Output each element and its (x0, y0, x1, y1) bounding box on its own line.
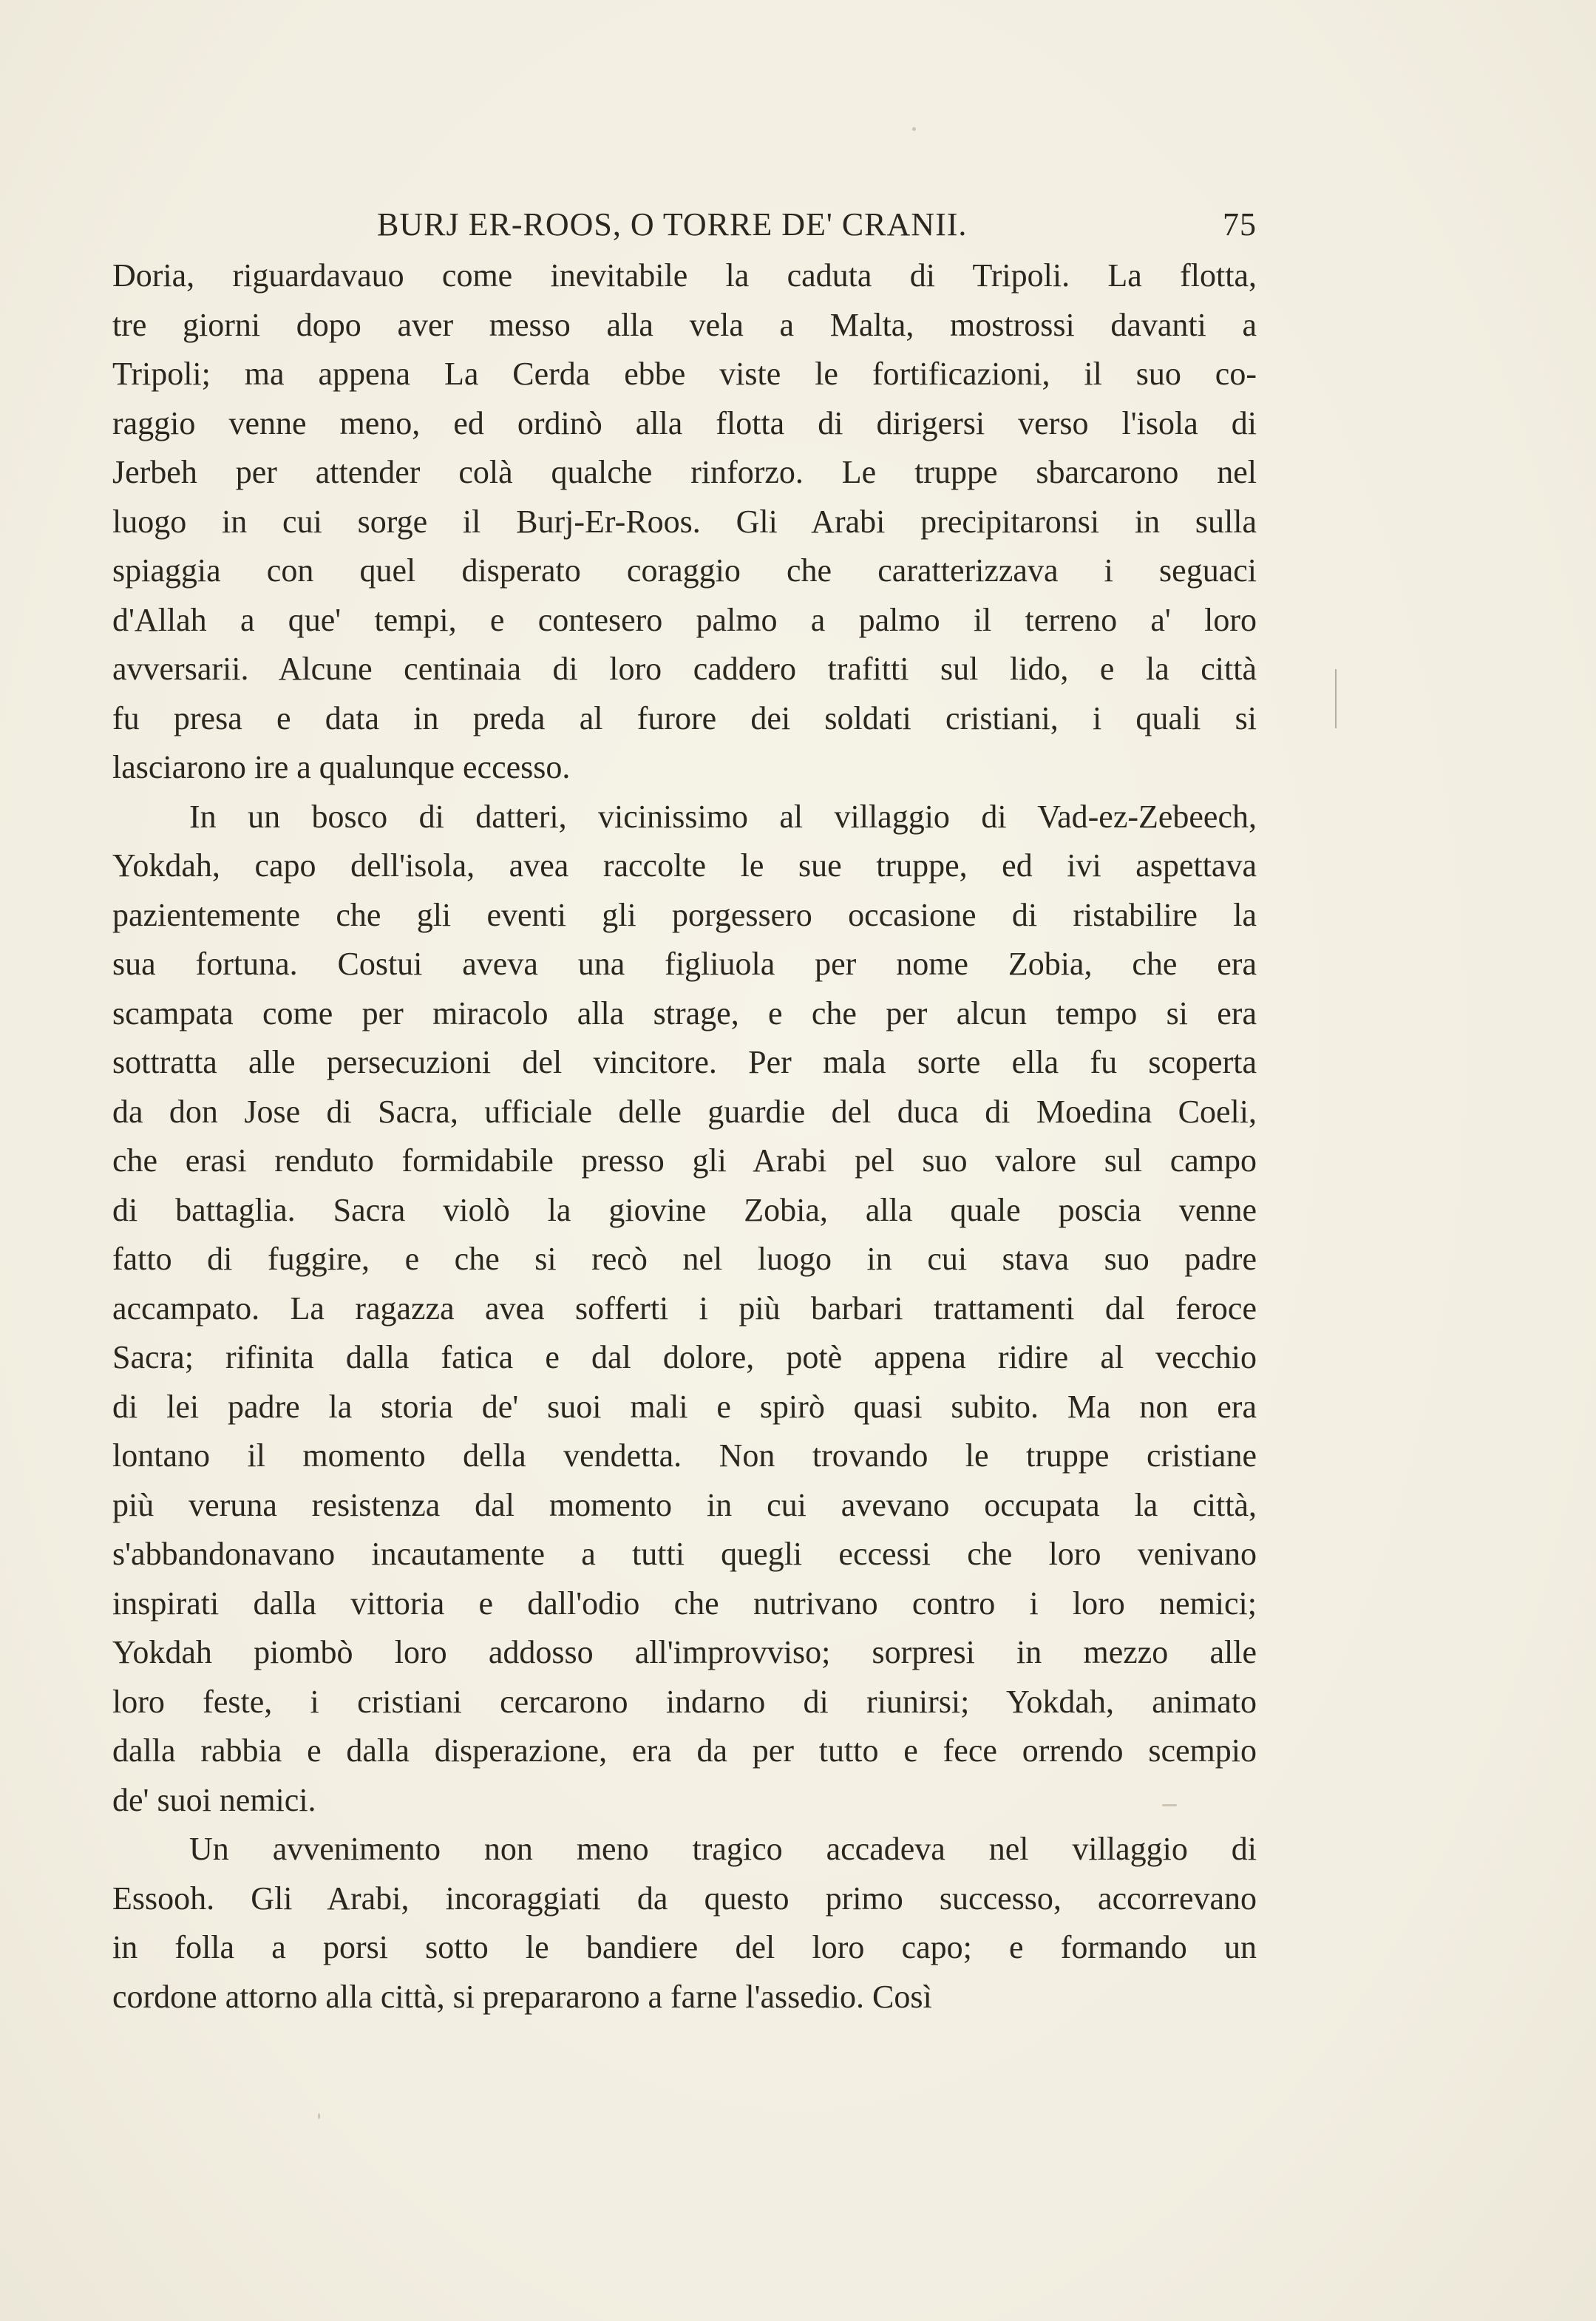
text-line: Yokdah, capo dell'isola, avea raccolte le sue truppe, ed ivi aspettava (112, 847, 1257, 884)
text-line: cordone attorno alla città, si prepararono a farne l'assedio. Così (112, 1978, 932, 2015)
text-line: pazientemente che gli eventi gli porgessero occasione di ristabilire la (112, 896, 1257, 933)
text-line: Un avvenimento non meno tragico accadeva nel villaggio di (189, 1831, 1257, 1867)
text-line: lasciarono ire a qualunque eccesso. (112, 749, 571, 785)
paragraph (112, 793, 1257, 1826)
paper-speck (318, 2113, 320, 2119)
text-line: raggio venne meno, ed ordinò alla flotta di dirigersi verso l'isola di (112, 404, 1257, 441)
text-line: in folla a porsi sotto le bandiere del loro capo; e formando un (112, 1929, 1257, 1965)
text-line: Sacra; rifinita dalla fatica e dal dolore, potè appena ridire al vecchio (112, 1339, 1257, 1375)
paragraph (112, 251, 1257, 793)
text-line: de' suoi nemici. (112, 1781, 316, 1818)
text-line: accampato. La ragazza avea sofferti i più barbari trattamenti dal feroce (112, 1290, 1257, 1326)
text-line: luogo in cui sorge il Burj-Er-Roos. Gli Arabi precipitaronsi in sulla (112, 503, 1257, 540)
text-line: inspirati dalla vittoria e dall'odio che nutrivano contro i loro nemici; (112, 1585, 1257, 1622)
text-line: In un bosco di datteri, vicinissimo al villaggio di Vad-ez-Zebeech, (189, 798, 1257, 835)
margin-pencil-mark (1335, 669, 1337, 728)
text-line: Jerbeh per attender colà qualche rinforzo. Le truppe sbarcarono nel (112, 454, 1257, 490)
body-text (112, 251, 1257, 2022)
text-line: sottratta alle persecuzioni del vincitore. Per mala sorte ella fu scoperta (112, 1044, 1257, 1080)
text-line: fatto di fuggire, e che si recò nel luogo in cui stava suo padre (112, 1241, 1257, 1277)
paper-speck (1162, 1804, 1177, 1806)
text-line: dalla rabbia e dalla disperazione, era da per tutto e fece orrendo scempio (112, 1732, 1257, 1769)
text-line: di lei padre la storia de' suoi mali e spirò quasi subito. Ma non era (112, 1388, 1257, 1425)
text-line: avversarii. Alcune centinaia di loro caddero trafitti sul lido, e la città (112, 651, 1257, 687)
text-line: spiaggia con quel disperato coraggio che caratterizzava i seguaci (112, 552, 1257, 589)
paragraph (112, 1825, 1257, 2022)
text-line: Tripoli; ma appena La Cerda ebbe viste le fortificazioni, il suo co- (112, 356, 1257, 392)
text-line: loro feste, i cristiani cercarono indarno di riunirsi; Yokdah, animato (112, 1683, 1257, 1720)
text-line: sua fortuna. Costui aveva una figliuola per nome Zobia, che era (112, 946, 1257, 982)
text-line: lontano il momento della vendetta. Non trovando le truppe cristiane (112, 1437, 1257, 1474)
page-number: 75 (1223, 206, 1257, 243)
running-head-title: BURJ ER-ROOS, O TORRE DE' CRANII. (377, 206, 968, 243)
text-line: da don Jose di Sacra, ufficiale delle guardie del duca di Moedina Coeli, (112, 1093, 1257, 1130)
text-line: Essooh. Gli Arabi, incoraggiati da questo primo successo, accorrevano (112, 1880, 1257, 1917)
text-line: di battaglia. Sacra violò la giovine Zobia, alla quale poscia venne (112, 1191, 1257, 1228)
text-line: più veruna resistenza dal momento in cui avevano occupata la città, (112, 1486, 1257, 1523)
text-line: tre giorni dopo aver messo alla vela a Malta, mostrossi davanti a (112, 306, 1257, 343)
text-line: Yokdah piombò loro addosso all'improvviso; sorpresi in mezzo alle (112, 1634, 1257, 1670)
text-line: s'abbandonavano incautamente a tutti quegli eccessi che loro venivano (112, 1536, 1257, 1572)
text-line: fu presa e data in preda al furore dei soldati cristiani, i quali si (112, 699, 1257, 736)
text-line: che erasi renduto formidabile presso gli Arabi pel suo valore sul campo (112, 1142, 1257, 1179)
text-line: Doria, riguardavauo come inevitabile la caduta di Tripoli. La flotta, (112, 257, 1257, 294)
paper-speck (912, 127, 916, 131)
text-line: scampata come per miracolo alla strage, e che per alcun tempo si era (112, 995, 1257, 1031)
text-line: d'Allah a que' tempi, e contesero palmo a palmo il terreno a' loro (112, 601, 1257, 638)
